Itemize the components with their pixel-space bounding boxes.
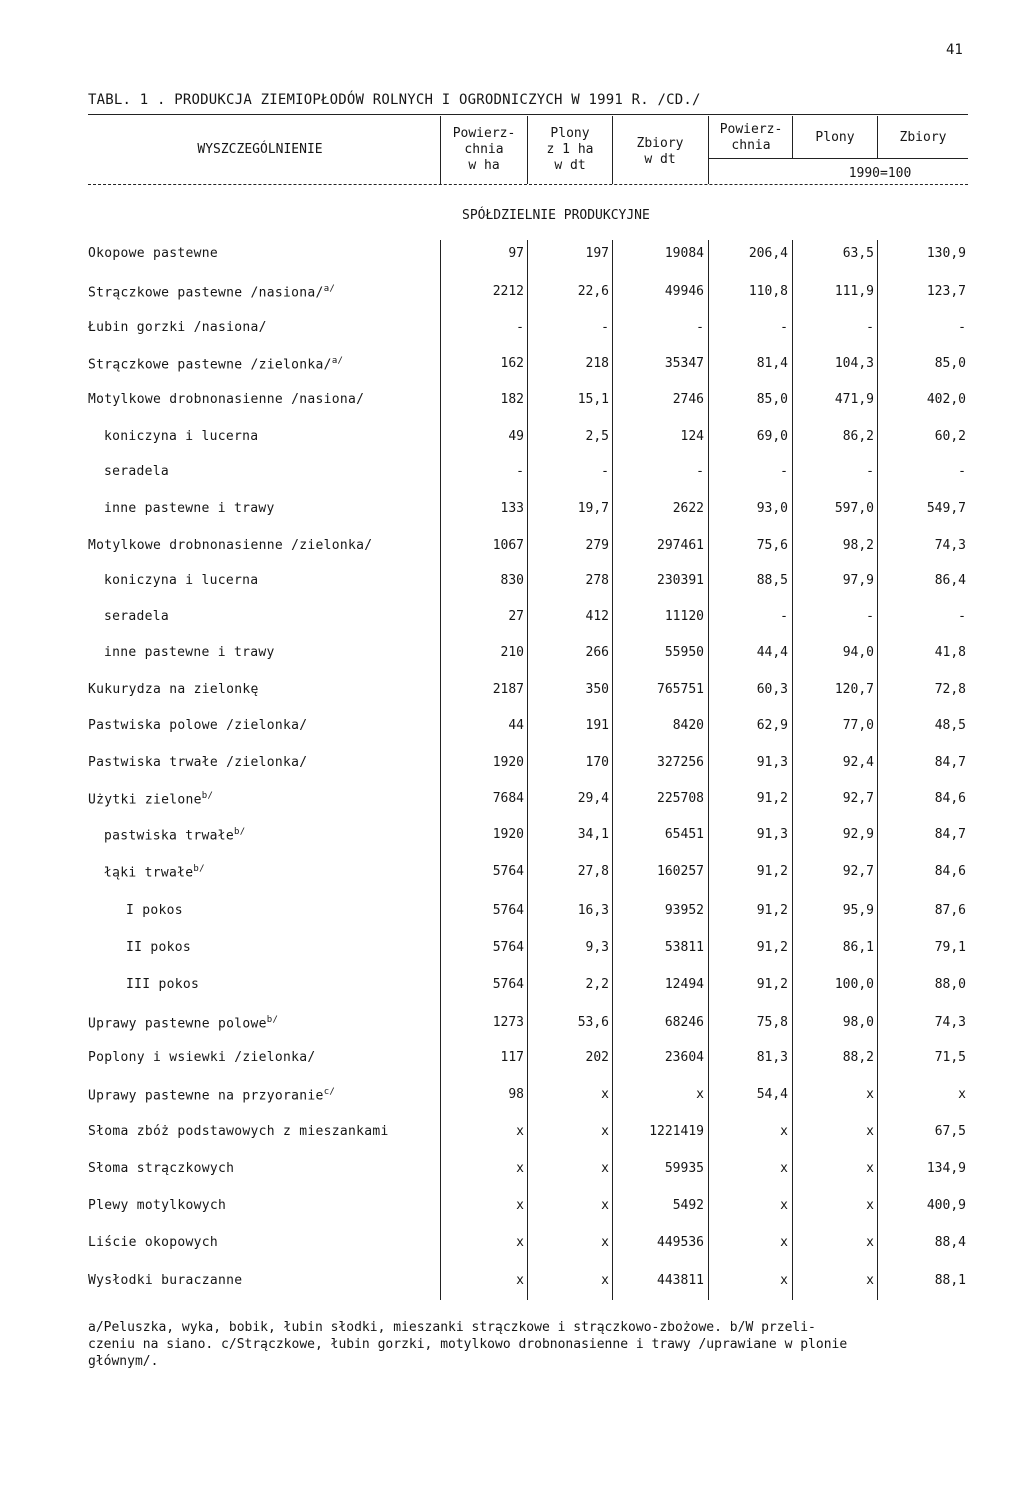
table-cell: 130,9 [926,246,966,261]
table-cell: x [516,1235,524,1250]
row-label: Pastwiska trwałe /zielonka/ [88,755,308,770]
table-cell: 22,6 [577,284,609,299]
table-cell: 5764 [492,864,524,879]
table-cell: 85,0 [756,392,788,407]
table-cell: 1273 [492,1015,524,1030]
table-cell: 88,5 [756,573,788,588]
body-separator [877,240,878,1300]
table-cell: 48,5 [934,718,966,733]
header-yield: Plony z 1 ha w dt [546,126,594,173]
table-cell: x [866,1087,874,1102]
table-cell: 93952 [664,903,704,918]
table-cell: 15,1 [577,392,609,407]
header-separator [708,116,709,184]
table-cell: - [866,464,874,479]
header-description: WYSZCZEGÓLNIENIE [197,142,323,157]
header-separator [792,116,793,158]
table-cell: 830 [500,573,524,588]
row-label: Łubin gorzki /nasiona/ [88,320,267,335]
table-cell: 597,0 [834,501,874,516]
table-cell: - [601,464,609,479]
table-cell: 5764 [492,903,524,918]
table-cell: x [696,1087,704,1102]
row-label: Wysłodki buraczanne [88,1273,243,1288]
table-cell: x [780,1161,788,1176]
row-label: Uprawy pastewne polowe$^{b/}$ [88,1015,279,1032]
row-label: I pokos [126,903,183,918]
table-cell: 1920 [492,755,524,770]
table-cell: 84,6 [934,791,966,806]
row-label: Pastwiska polowe /zielonka/ [88,718,308,733]
table-cell: 279 [585,538,609,553]
table-cell: 91,2 [756,903,788,918]
header-harvest-index: Zbiory [899,130,947,145]
footnote-mark: a/ [323,284,336,294]
table-cell: 53,6 [577,1015,609,1030]
table-cell: 12494 [664,977,704,992]
table-cell: 55950 [664,645,704,660]
table-cell: 60,3 [756,682,788,697]
table-cell: x [866,1124,874,1139]
table-cell: x [780,1235,788,1250]
table-cell: 104,3 [834,356,874,371]
row-label: Strączkowe pastewne /nasiona/$^{a/}$ [88,284,336,301]
table-cell: 49946 [664,284,704,299]
table-cell: 92,9 [842,827,874,842]
table-cell: - [696,464,704,479]
table-cell: - [866,320,874,335]
table-cell: 67,5 [934,1124,966,1139]
table-cell: 218 [585,356,609,371]
table-cell: x [866,1235,874,1250]
table-cell: 225708 [657,791,704,806]
table-cell: 62,9 [756,718,788,733]
footnote-line: a/Peluszka, wyka, bobik, łubin słodki, mieszanki strączkowe i strączkowo-zbożowe. b/W przeli- [88,1320,816,1335]
header-bottom-rule [88,184,968,185]
table-cell: 443811 [657,1273,704,1288]
row-label: Kukurydza na zielonkę [88,682,259,697]
header-separator [440,116,441,184]
table-cell: 86,2 [842,429,874,444]
table-cell: 202 [585,1050,609,1065]
row-label: Poplony i wsiewki /zielonka/ [88,1050,316,1065]
footnote-mark: b/ [266,1015,279,1025]
table-cell: 100,0 [834,977,874,992]
row-label: Plewy motylkowych [88,1198,227,1213]
table-cell: - [958,320,966,335]
row-label: łąki trwałe$^{b/}$ [104,864,205,881]
table-cell: 97 [508,246,524,261]
row-label: Strączkowe pastewne /zielonka/$^{a/}$ [88,356,344,373]
table-cell: 124 [680,429,704,444]
footnote-line: czeniu na siano. c/Strączkowe, łubin gorzki, motylkowo drobnonasienne i trawy /uprawiane w plonie [88,1337,848,1352]
body-separator [527,240,528,1300]
table-cell: 110,8 [748,284,788,299]
table-cell: - [958,464,966,479]
table-cell: - [958,609,966,624]
table-cell: 85,0 [934,356,966,371]
table-cell: 1920 [492,827,524,842]
table-cell: 44 [508,718,524,733]
row-label: Motylkowe drobnonasienne /nasiona/ [88,392,365,407]
table-cell: 87,6 [934,903,966,918]
table-cell: x [601,1124,609,1139]
header-separator [527,116,528,184]
row-label: Uprawy pastewne na przyoranie$^{c/}$ [88,1087,336,1104]
table-cell: 88,2 [842,1050,874,1065]
table-cell: x [866,1273,874,1288]
table-cell: 88,4 [934,1235,966,1250]
body-separator [440,240,441,1300]
table-cell: 98,2 [842,538,874,553]
footnote-line: głównym/. [88,1354,159,1369]
table-cell: 93,0 [756,501,788,516]
table-cell: 400,9 [926,1198,966,1213]
table-cell: 206,4 [748,246,788,261]
table-cell: 63,5 [842,246,874,261]
table-cell: 5764 [492,977,524,992]
table-cell: 69,0 [756,429,788,444]
table-title: TABL. 1 . PRODUKCJA ZIEMIOPŁODÓW ROLNYCH I OGRODNICZYCH W 1991 R. /CD./ [88,92,701,108]
row-label: Liście okopowych [88,1235,219,1250]
table-cell: 8420 [672,718,704,733]
table-cell: 84,6 [934,864,966,879]
footnote-mark: b/ [201,791,214,801]
table-cell: 19084 [664,246,704,261]
table-cell: 133 [500,501,524,516]
table-cell: 111,9 [834,284,874,299]
table-cell: 75,8 [756,1015,788,1030]
footnote-mark: b/ [193,864,205,874]
header-yield-index: Plony [815,130,855,145]
table-cell: x [601,1198,609,1213]
table-cell: - [866,609,874,624]
table-cell: 27 [508,609,524,624]
table-cell: 2212 [492,284,524,299]
table-cell: 117 [500,1050,524,1065]
table-cell: x [866,1198,874,1213]
header-area-index: Powierz- chnia [719,122,783,153]
table-cell: x [516,1161,524,1176]
table-cell: 59935 [664,1161,704,1176]
row-label: seradela [104,609,170,624]
table-cell: 86,1 [842,940,874,955]
table-cell: 92,7 [842,864,874,879]
table-cell: 92,4 [842,755,874,770]
row-label: pastwiska trwałe$^{b/}$ [104,827,246,844]
table-cell: 98,0 [842,1015,874,1030]
table-cell: 2,5 [585,429,609,444]
header-area: Powierz- chnia w ha [452,126,516,173]
table-cell: x [516,1273,524,1288]
table-cell: 91,2 [756,864,788,879]
table-cell: 81,3 [756,1050,788,1065]
table-cell: 29,4 [577,791,609,806]
table-cell: 5492 [672,1198,704,1213]
section-title: SPÓŁDZIELNIE PRODUKCYJNE [462,208,650,223]
table-cell: - [516,320,524,335]
table-cell: 84,7 [934,827,966,842]
table-cell: 230391 [657,573,704,588]
table-cell: x [780,1124,788,1139]
table-cell: 123,7 [926,284,966,299]
row-label: seradela [104,464,170,479]
table-cell: 134,9 [926,1161,966,1176]
table-cell: x [866,1161,874,1176]
table-cell: 23604 [664,1050,704,1065]
table-cell: x [601,1273,609,1288]
row-label: II pokos [126,940,192,955]
body-separator [792,240,793,1300]
table-cell: 170 [585,755,609,770]
table-cell: 449536 [657,1235,704,1250]
table-cell: 75,6 [756,538,788,553]
table-cell: x [601,1235,609,1250]
table-cell: 1067 [492,538,524,553]
table-cell: 16,3 [577,903,609,918]
table-cell: - [696,320,704,335]
table-cell: 191 [585,718,609,733]
row-label: inne pastewne i trawy [104,645,275,660]
table-cell: 68246 [664,1015,704,1030]
table-cell: 549,7 [926,501,966,516]
table-cell: 74,3 [934,1015,966,1030]
table-cell: 79,1 [934,940,966,955]
table-cell: - [780,609,788,624]
table-cell: 94,0 [842,645,874,660]
table-cell: x [516,1124,524,1139]
table-cell: 402,0 [926,392,966,407]
row-label: koniczyna i lucerna [104,573,259,588]
table-cell: 350 [585,682,609,697]
table-cell: 182 [500,392,524,407]
table-cell: 197 [585,246,609,261]
table-cell: 7684 [492,791,524,806]
table-cell: 2187 [492,682,524,697]
header-top-rule [88,114,968,115]
table-cell: 77,0 [842,718,874,733]
table-cell: 98 [508,1087,524,1102]
table-cell: 44,4 [756,645,788,660]
table-cell: x [780,1273,788,1288]
body-separator [612,240,613,1300]
row-label: Motylkowe drobnonasienne /zielonka/ [88,538,373,553]
index-subheader-rule [708,158,968,159]
table-cell: 49 [508,429,524,444]
table-cell: 5764 [492,940,524,955]
table-cell: - [780,464,788,479]
row-label: III pokos [126,977,200,992]
table-cell: 1221419 [649,1124,704,1139]
table-cell: 9,3 [585,940,609,955]
table-cell: 120,7 [834,682,874,697]
table-cell: 91,2 [756,977,788,992]
table-cell: 27,8 [577,864,609,879]
row-label: inne pastewne i trawy [104,501,275,516]
table-cell: 91,2 [756,940,788,955]
header-separator [877,116,878,158]
table-cell: 74,3 [934,538,966,553]
table-cell: 88,1 [934,1273,966,1288]
table-cell: 34,1 [577,827,609,842]
table-cell: 91,2 [756,791,788,806]
header-index-base: 1990=100 [848,166,912,181]
table-cell: 88,0 [934,977,966,992]
table-cell: 210 [500,645,524,660]
table-cell: 2,2 [585,977,609,992]
table-cell: x [780,1198,788,1213]
header-harvest: Zbiory w dt [636,136,684,167]
footnote-mark: b/ [234,827,246,837]
table-cell: 60,2 [934,429,966,444]
table-cell: 97,9 [842,573,874,588]
table-cell: 162 [500,356,524,371]
table-cell: 41,8 [934,645,966,660]
table-cell: 91,3 [756,755,788,770]
page-number: 41 [946,42,963,58]
row-label: Słoma zbóż podstawowych z mieszankami [88,1124,389,1139]
table-cell: - [601,320,609,335]
table-cell: 81,4 [756,356,788,371]
footnote-mark: c/ [323,1087,336,1097]
table-cell: 160257 [657,864,704,879]
row-label: Okopowe pastewne [88,246,219,261]
table-cell: 19,7 [577,501,609,516]
table-cell: 266 [585,645,609,660]
table-cell: 54,4 [756,1087,788,1102]
table-cell: 278 [585,573,609,588]
table-cell: 412 [585,609,609,624]
table-cell: 65451 [664,827,704,842]
table-cell: 95,9 [842,903,874,918]
table-cell: 92,7 [842,791,874,806]
table-cell: 2622 [672,501,704,516]
table-cell: x [516,1198,524,1213]
table-cell: 35347 [664,356,704,371]
header-separator [612,116,613,184]
table-cell: 2746 [672,392,704,407]
footnote-mark: a/ [331,356,344,366]
table-cell: - [516,464,524,479]
table-cell: 471,9 [834,392,874,407]
table-cell: 53811 [664,940,704,955]
table-cell: 297461 [657,538,704,553]
row-label: koniczyna i lucerna [104,429,259,444]
table-cell: x [958,1087,966,1102]
table-cell: x [601,1087,609,1102]
row-label: Użytki zielone$^{b/}$ [88,791,214,808]
table-cell: - [780,320,788,335]
table-cell: 71,5 [934,1050,966,1065]
row-label: Słoma strączkowych [88,1161,235,1176]
table-cell: 91,3 [756,827,788,842]
table-cell: 765751 [657,682,704,697]
table-cell: 11120 [664,609,704,624]
table-cell: 84,7 [934,755,966,770]
table-cell: 327256 [657,755,704,770]
table-cell: 86,4 [934,573,966,588]
table-cell: 72,8 [934,682,966,697]
table-cell: x [601,1161,609,1176]
